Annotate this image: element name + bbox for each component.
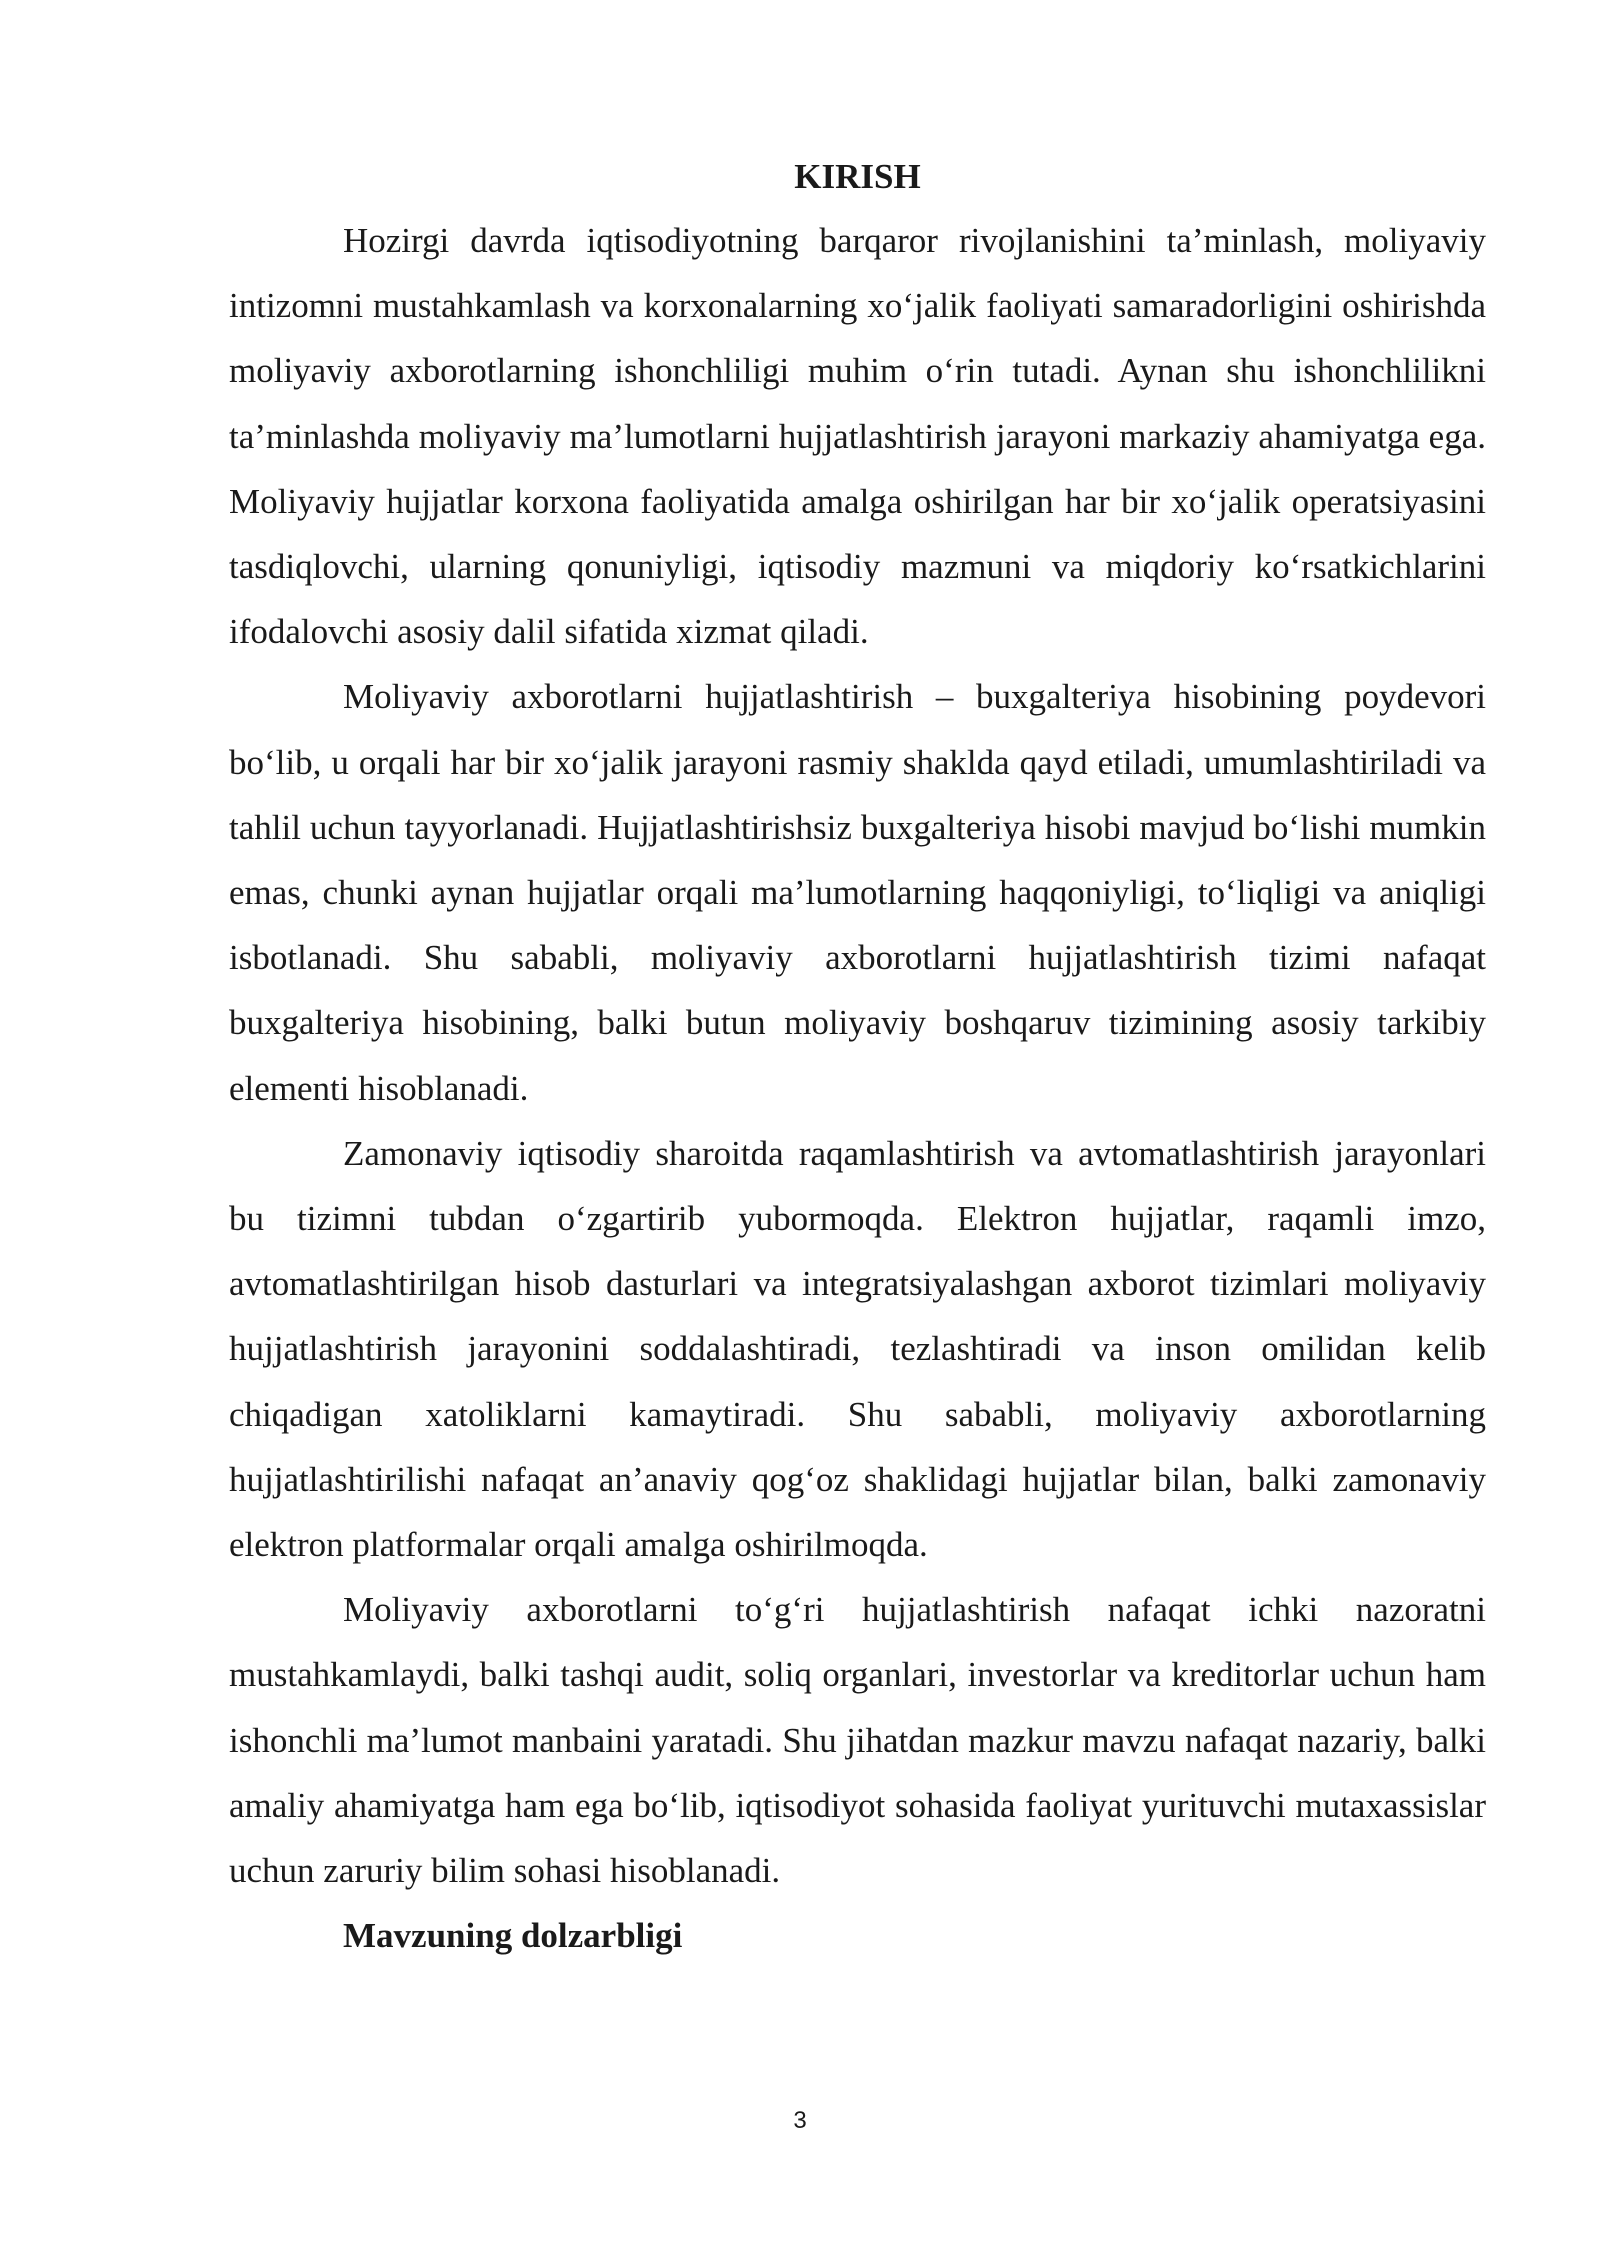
paragraph-1: Hozirgi davrda iqtisodiyotning barqaror rivojlanishini ta’minlash, moliyaviy intizomni mustahkamlash va korxonalarning xo‘jalik faoliyati samaradorligini oshirishda moliyaviy axborotlarning ishonchliligi muhim o‘rin tutadi. Aynan shu ishonchlilikni ta’minlashda moliyaviy ma’lumotlarni hujjatlashtirish jarayoni markaziy ahamiyatga ega. Moliyaviy hujjatlar korxona faoliyatida amalga oshirilgan har bir xo‘jalik operatsiyasini tasdiqlovchi, ularning qonuniyligi, iqtisodiy mazmuni va miqdoriy ko‘rsatkichlarini ifodalovchi asosiy dalil sifatida xizmat qiladi.	[229, 221, 1486, 652]
section-title: KIRISH	[794, 157, 921, 196]
paragraph-3: Zamonaviy iqtisodiy sharoitda raqamlashtirish va avtomatlashtirish jarayonlari bu tizimni tubdan o‘zgartirib yubormoqda. Elektron hujjatlar, raqamli imzo, avtomatlashtirilgan hisob dasturlari va integratsiyalashgan axborot tizimlari moliyaviy hujjatlashtirish jarayonini soddalashtiradi, tezlashtiradi va inson omilidan kelib chiqadigan xatoliklarni kamaytiradi. Shu sababli, moliyaviy axborotlarning hujjatlashtirilishi nafaqat an’anaviy qog‘oz shaklidagi hujjatlar bilan, balki zamonaviy elektron platformalar orqali amalga oshirilmoqda.	[229, 1133, 1486, 1565]
page-number: 3	[793, 2107, 807, 2134]
paragraph-4: Moliyaviy axborotlarni to‘g‘ri hujjatlashtirish nafaqat ichki nazoratni mustahkamlaydi, balki tashqi audit, soliq organlari, investorlar va kreditorlar uchun ham ishonchli ma’lumot manbaini yaratadi. Shu jihatdan mazkur mavzu nafaqat nazariy, balki amaliy ahamiyatga ham ega bo‘lib, iqtisodiyot sohasida faoliyat yurituvchi mutaxassislar uchun zaruriy bilim sohasi hisoblanadi.	[229, 1590, 1486, 1891]
paragraph-2: Moliyaviy axborotlarni hujjatlashtirish – buxgalteriya hisobining poydevori bo‘lib, u orqali har bir xo‘jalik jarayoni rasmiy shaklda qayd etiladi, umumlashtiriladi va tahlil uchun tayyorlanadi. Hujjatlashtirishsiz buxgalteriya hisobi mavjud bo‘lishi mumkin emas, chunki aynan hujjatlar orqali ma’lumotlarning haqqoniyligi, to‘liqligi va aniqligi isbotlanadi. Shu sababli, moliyaviy axborotlarni hujjatlashtirish tizimi nafaqat buxgalteriya hisobining, balki butun moliyaviy boshqaruv tizimining asosiy tarkibiy elementi hisoblanadi.	[229, 677, 1486, 1108]
page-content	[229, 146, 1486, 1968]
subheading-relevance: Mavzuning dolzarbligi	[343, 1916, 683, 1956]
